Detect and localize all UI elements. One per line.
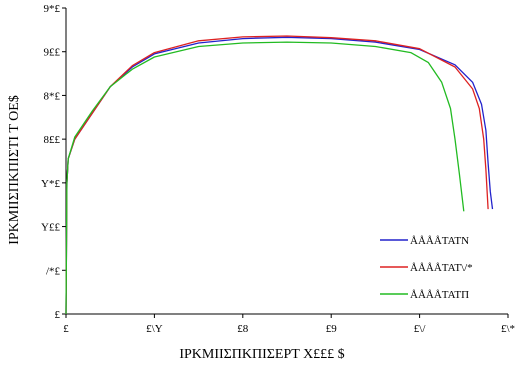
- y-tick-label: Y££: [41, 221, 60, 234]
- series-line-3: [66, 42, 464, 314]
- x-tick-label: £: [63, 323, 69, 335]
- legend: [380, 235, 473, 301]
- y-tick-label: 8££: [43, 134, 60, 147]
- legend-label: ÅÅÅÅΤΑΤΝ: [410, 235, 470, 247]
- x-tick-label: £\*: [500, 323, 516, 335]
- x-tick-label: £\/: [413, 323, 426, 335]
- x-axis-title: ΙΡΚΜΙΙΣΠΚΠΙΣΕΡΤ Χ£££ $: [179, 347, 345, 362]
- x-axis: [63, 314, 515, 335]
- y-tick-label: £: [54, 309, 60, 321]
- y-tick-label: /*£: [45, 265, 60, 278]
- x-tick-label: £8: [237, 323, 249, 335]
- x-tick-label: £\Y: [146, 323, 163, 335]
- y-axis-title: ΙΡΚΜΙΙΣΠΚΠΙΣΤΙ Τ ΟΕ$: [7, 95, 22, 245]
- y-tick-label: 8*£: [43, 90, 60, 103]
- x-tick-label: £9: [325, 323, 337, 335]
- y-tick-label: Y*£: [41, 177, 60, 190]
- y-axis: [41, 3, 66, 321]
- y-tick-label: 9££: [43, 46, 60, 59]
- y-tick-label: 9*£: [43, 3, 60, 15]
- legend-label: ÅÅÅÅΤΑΤΠ: [410, 289, 470, 301]
- legend-label: ÅÅÅÅΤΑΤ\/*: [410, 262, 473, 274]
